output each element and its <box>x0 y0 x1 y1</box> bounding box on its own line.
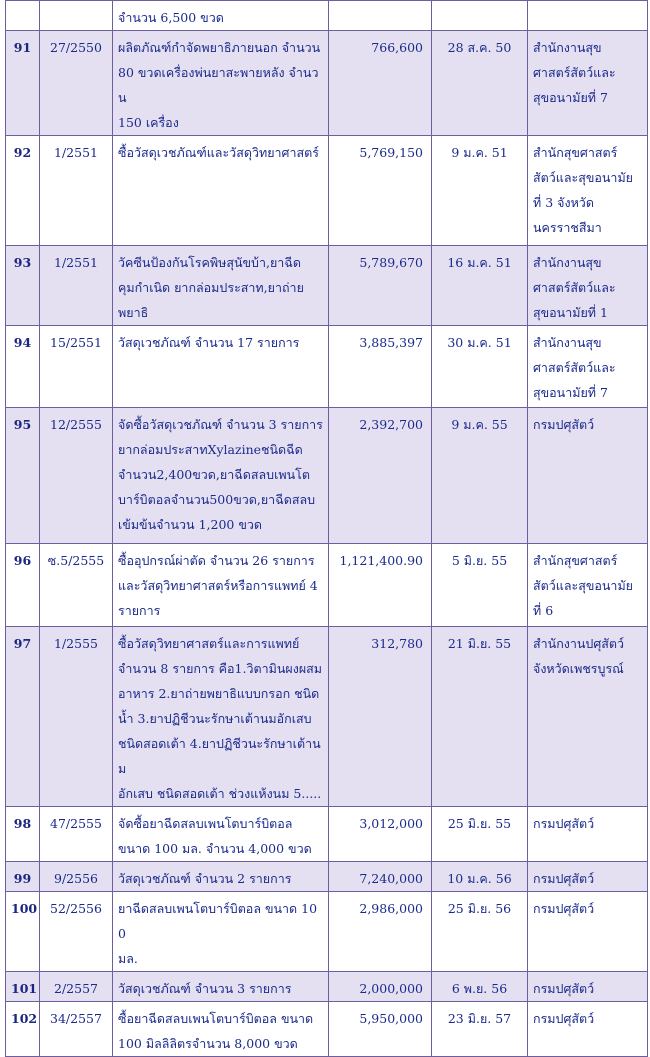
agency <box>528 136 648 246</box>
agency <box>528 892 648 972</box>
contract-code: 1/2551 <box>40 246 113 326</box>
contract-code: 1/2551 <box>40 136 113 246</box>
contract-code: 2/2557 <box>40 972 113 1002</box>
amount <box>329 1 432 31</box>
description-line: มล. <box>118 951 138 966</box>
item-description <box>113 326 329 408</box>
table-row <box>6 627 648 807</box>
contract-code: 12/2555 <box>40 408 113 544</box>
row-number: 92 <box>6 136 40 246</box>
row-number: 93 <box>6 246 40 326</box>
table-body <box>6 1 648 1057</box>
agency-line: กรมปศุสัตว์ <box>533 901 595 916</box>
amount: 5,950,000 <box>329 1002 432 1057</box>
agency-line: กรมปศุสัตว์ <box>533 871 595 886</box>
agency-line: สำนักงานสุข <box>533 40 602 55</box>
row-number: 102 <box>6 1002 40 1057</box>
contract-date <box>432 1 528 31</box>
agency-line: กรมปศุสัตว์ <box>533 981 595 996</box>
agency <box>528 972 648 1002</box>
description-line: จำนวน2,400ขวด,ยาฉีดสลบเพนโต <box>118 467 310 482</box>
amount: 2,000,000 <box>329 972 432 1002</box>
amount: 1,121,400.90 <box>329 544 432 627</box>
contract-date: 9 ม.ค. 51 <box>432 136 528 246</box>
table-row <box>6 408 648 544</box>
table-row <box>6 972 648 1002</box>
agency-line: ศาสตร์สัตว์และ <box>533 360 616 375</box>
description-line: และวัสดุวิทยาศาสตร์หรือการแพทย์ 4 <box>118 578 318 593</box>
agency <box>528 544 648 627</box>
agency-line: สำนักงานสุข <box>533 335 602 350</box>
table-row <box>6 544 648 627</box>
table-row <box>6 892 648 972</box>
contract-date: 28 ส.ค. 50 <box>432 31 528 136</box>
agency-line: สุขอนามัยที่ 7 <box>533 90 608 105</box>
agency-line: จังหวัดเพชรบูรณ์ <box>533 661 624 676</box>
row-number: 96 <box>6 544 40 627</box>
description-line: รายการ <box>118 603 161 618</box>
contract-date: 9 ม.ค. 55 <box>432 408 528 544</box>
description-line: 80 ขวดเครื่องพ่นยาสะพายหลัง จำนวน <box>118 65 319 105</box>
agency-line: ที่ 6 <box>533 603 554 618</box>
description-line: อาหาร 2.ยาถ่ายพยาธิแบบกรอก ชนิด <box>118 686 320 701</box>
item-description <box>113 408 329 544</box>
contract-date: 23 มิ.ย. 57 <box>432 1002 528 1057</box>
description-line: จัดซื้อวัสดุเวชภัณฑ์ จำนวน 3 รายการ <box>118 417 323 432</box>
item-description <box>113 31 329 136</box>
item-description <box>113 862 329 892</box>
agency-line: สำนักสุขศาสตร์ <box>533 145 618 160</box>
contract-date: 25 มิ.ย. 55 <box>432 807 528 862</box>
contract-date: 21 มิ.ย. 55 <box>432 627 528 807</box>
description-line: คุมกำเนิด ยากล่อมประสาท,ยาถ่าย <box>118 280 304 295</box>
amount: 312,780 <box>329 627 432 807</box>
contract-code <box>40 1 113 31</box>
item-description <box>113 972 329 1002</box>
table-row <box>6 136 648 246</box>
description-line: วัคซีนป้องกันโรคพิษสุนัขบ้า,ยาฉีด <box>118 255 301 270</box>
agency-line: สำนักสุขศาสตร์ <box>533 553 618 568</box>
amount: 5,789,670 <box>329 246 432 326</box>
description-line: ซื้อยาฉีดสลบเพนโตบาร์บิตอล ขนาด <box>118 1011 314 1026</box>
procurement-table <box>5 0 648 1057</box>
amount: 3,885,397 <box>329 326 432 408</box>
amount: 2,392,700 <box>329 408 432 544</box>
row-number: 99 <box>6 862 40 892</box>
description-line: วัสดุเวชภัณฑ์ จำนวน 3 รายการ <box>118 981 292 996</box>
contract-date: 30 ม.ค. 51 <box>432 326 528 408</box>
contract-code: 47/2555 <box>40 807 113 862</box>
table-row <box>6 862 648 892</box>
description-line: จัดซื้อยาฉีดสลบเพนโตบาร์บิตอล <box>118 816 293 831</box>
description-line: ขนาด 100 มล. จำนวน 4,000 ขวด <box>118 841 312 856</box>
table-row <box>6 1002 648 1057</box>
amount: 3,012,000 <box>329 807 432 862</box>
amount: 766,600 <box>329 31 432 136</box>
description-line: อักเสบ ชนิดสอดเต้า ช่วงแห้งนม 5..... <box>118 786 322 801</box>
item-description <box>113 136 329 246</box>
agency-line: สัตว์และสุขอนามัย <box>533 170 634 185</box>
table-row <box>6 31 648 136</box>
item-description <box>113 246 329 326</box>
amount: 7,240,000 <box>329 862 432 892</box>
amount: 2,986,000 <box>329 892 432 972</box>
row-number: 98 <box>6 807 40 862</box>
agency-line: สุขอนามัยที่ 1 <box>533 305 608 320</box>
item-description <box>113 1 329 31</box>
contract-date: 10 ม.ค. 56 <box>432 862 528 892</box>
description-line: ซื้อวัสดุวิทยาศาสตร์และการแพทย์ <box>118 636 300 651</box>
description-line: ยากล่อมประสาทXylazineชนิดฉีด <box>118 442 303 457</box>
description-line: ผลิตภัณฑ์กำจัดพยาธิภายนอก จำนวน <box>118 40 321 55</box>
description-line: วัสดุเวชภัณฑ์ จำนวน 2 รายการ <box>118 871 292 886</box>
agency-line: สุขอนามัยที่ 7 <box>533 385 608 400</box>
row-number: 91 <box>6 31 40 136</box>
description-line: ซื้ออุปกรณ์ผ่าตัด จำนวน 26 รายการ <box>118 553 315 568</box>
table-row <box>6 807 648 862</box>
contract-code: 27/2550 <box>40 31 113 136</box>
contract-code: 34/2557 <box>40 1002 113 1057</box>
table-row <box>6 1 648 31</box>
contract-date: 25 มิ.ย. 56 <box>432 892 528 972</box>
item-description <box>113 892 329 972</box>
table-row <box>6 326 648 408</box>
item-description <box>113 544 329 627</box>
agency-line: ศาสตร์สัตว์และ <box>533 65 616 80</box>
description-line: 100 มิลลิลิตรจำนวน 8,000 ขวด <box>118 1036 298 1051</box>
agency <box>528 408 648 544</box>
agency <box>528 246 648 326</box>
agency-line: กรมปศุสัตว์ <box>533 417 595 432</box>
row-number: 97 <box>6 627 40 807</box>
agency-line: นครราชสีมา <box>533 220 602 235</box>
description-line: ซื้อวัสดุเวชภัณฑ์และวัสดุวิทยาศาสตร์ <box>118 145 319 160</box>
amount: 5,769,150 <box>329 136 432 246</box>
agency-line: สำนักงานปศุสัตว์ <box>533 636 625 651</box>
description-line: จำนวน 8 รายการ คือ1.วิตามินผงผสม <box>118 661 323 676</box>
agency <box>528 627 648 807</box>
description-line: ชนิดสอดเต้า 4.ยาปฏิชีวนะรักษาเต้านม <box>118 736 321 776</box>
contract-code: ซ.5/2555 <box>40 544 113 627</box>
agency-line: กรมปศุสัตว์ <box>533 816 595 831</box>
row-number: 94 <box>6 326 40 408</box>
agency-line: สัตว์และสุขอนามัย <box>533 578 634 593</box>
agency <box>528 1 648 31</box>
description-line: จำนวน 6,500 ขวด <box>118 10 224 25</box>
description-line: 150 เครื่อง <box>118 115 179 130</box>
row-number: 95 <box>6 408 40 544</box>
contract-code: 1/2555 <box>40 627 113 807</box>
contract-code: 52/2556 <box>40 892 113 972</box>
contract-date: 16 ม.ค. 51 <box>432 246 528 326</box>
agency-line: สำนักงานสุข <box>533 255 602 270</box>
table-row <box>6 246 648 326</box>
row-number: 100 <box>6 892 40 972</box>
item-description <box>113 807 329 862</box>
contract-date: 6 พ.ย. 56 <box>432 972 528 1002</box>
contract-code: 15/2551 <box>40 326 113 408</box>
agency-line: ศาสตร์สัตว์และ <box>533 280 616 295</box>
item-description <box>113 627 329 807</box>
description-line: เข้มข้นจำนวน 1,200 ขวด <box>118 517 263 532</box>
description-line: วัสดุเวชภัณฑ์ จำนวน 17 รายการ <box>118 335 300 350</box>
description-line: บาร์บิตอลจำนวน500ขวด,ยาฉีดสลบ <box>118 492 316 507</box>
agency-line: ที่ 3 จังหวัด <box>533 195 594 210</box>
description-line: ยาฉีดสลบเพนโตบาร์บิตอล ขนาด 100 <box>118 901 318 941</box>
description-line: น้ำ 3.ยาปฏิชีวนะรักษาเต้านมอักเสบ <box>118 711 312 726</box>
agency <box>528 862 648 892</box>
agency <box>528 326 648 408</box>
agency <box>528 1002 648 1057</box>
contract-code: 9/2556 <box>40 862 113 892</box>
item-description <box>113 1002 329 1057</box>
agency-line: กรมปศุสัตว์ <box>533 1011 595 1026</box>
agency <box>528 31 648 136</box>
row-number: 101 <box>6 972 40 1002</box>
contract-date: 5 มิ.ย. 55 <box>432 544 528 627</box>
row-number <box>6 1 40 31</box>
description-line: พยาธิ <box>118 305 149 320</box>
agency <box>528 807 648 862</box>
